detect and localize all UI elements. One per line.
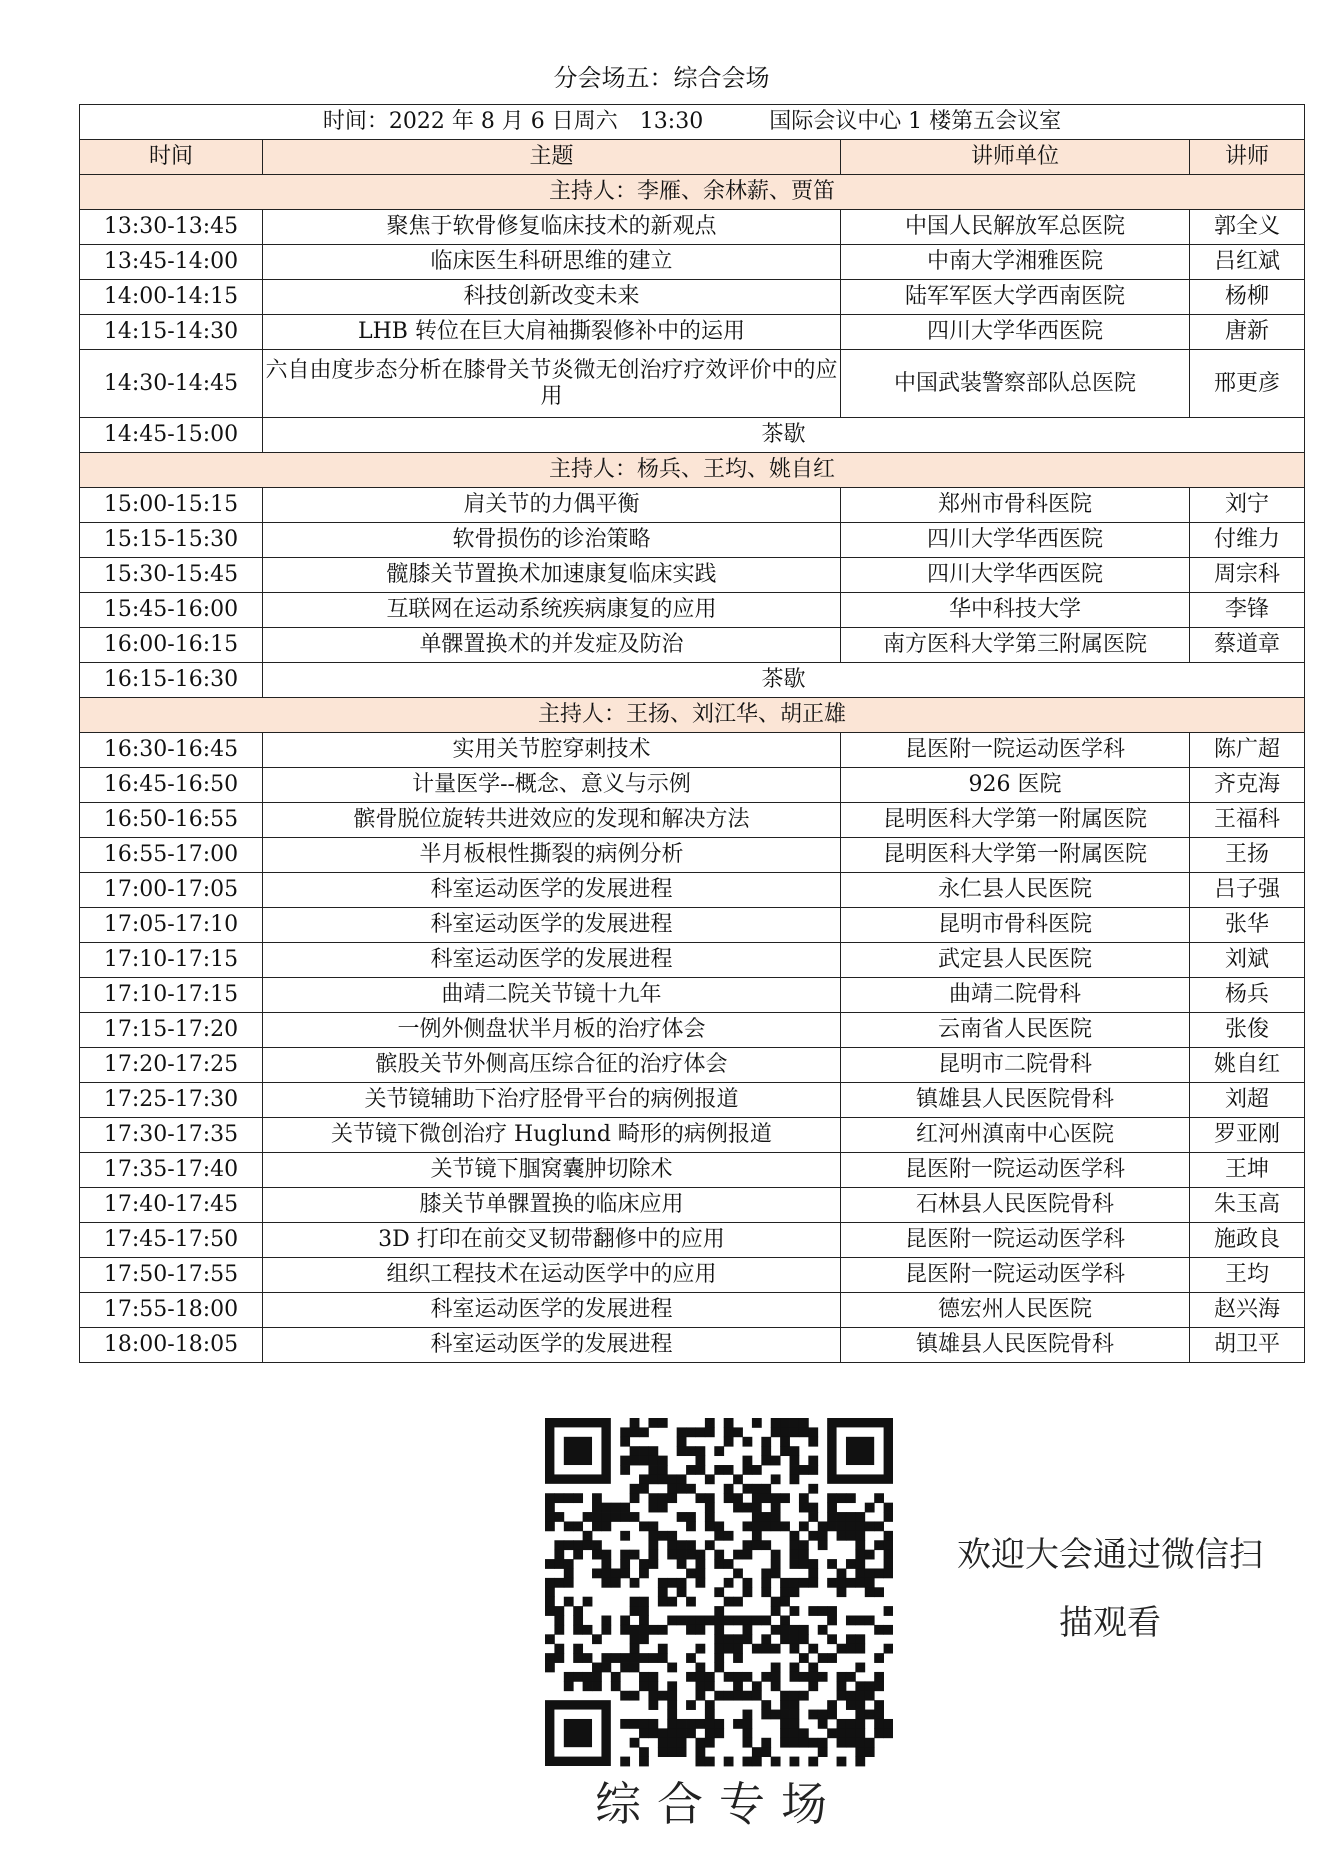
talk-unit: 昆医附一院运动医学科 [841, 1223, 1190, 1258]
talk-row [80, 523, 1305, 558]
talk-row [80, 838, 1305, 873]
talk-speaker: 付维力 [1190, 523, 1305, 558]
talk-time: 16:45-16:50 [80, 768, 263, 803]
talk-time: 16:55-17:00 [80, 838, 263, 873]
qr-code-icon [545, 1418, 893, 1831]
talk-row [80, 768, 1305, 803]
talk-topic: 肩关节的力偶平衡 [263, 488, 841, 523]
talk-row [80, 1083, 1305, 1118]
talk-topic: 关节镜下微创治疗 Huglund 畸形的病例报道 [263, 1118, 841, 1153]
session-info: 时间：2022 年 8 月 6 日周六 13:30 国际会议中心 1 楼第五会议室 [80, 105, 1305, 140]
talk-topic: 科室运动医学的发展进程 [263, 943, 841, 978]
talk-topic: 关节镜辅助下治疗胫骨平台的病例报道 [263, 1083, 841, 1118]
talk-topic: 单髁置换术的并发症及防治 [263, 628, 841, 663]
welcome-line-2: 描观看 [1059, 1603, 1161, 1643]
talk-topic: 实用关节腔穿刺技术 [263, 733, 841, 768]
talk-speaker: 李锋 [1190, 593, 1305, 628]
talk-topic: 髌股关节外侧高压综合征的治疗体会 [263, 1048, 841, 1083]
talk-topic: 髌骨脱位旋转共进效应的发现和解决方法 [263, 803, 841, 838]
talk-speaker: 王坤 [1190, 1153, 1305, 1188]
break-time: 16:15-16:30 [80, 663, 263, 698]
talk-row [80, 908, 1305, 943]
talk-time: 17:45-17:50 [80, 1223, 263, 1258]
talk-speaker: 朱玉高 [1190, 1188, 1305, 1223]
talk-topic: 一例外侧盘状半月板的治疗体会 [263, 1013, 841, 1048]
talk-topic: 髋膝关节置换术加速康复临床实践 [263, 558, 841, 593]
talk-time: 14:15-14:30 [80, 315, 263, 350]
talk-row [80, 210, 1305, 245]
talk-time: 17:50-17:55 [80, 1258, 263, 1293]
talk-speaker: 王福科 [1190, 803, 1305, 838]
talk-speaker: 邢更彦 [1190, 350, 1305, 418]
host-names: 主持人：李雁、余林薪、贾笛 [80, 175, 1305, 210]
col-time-header: 时间 [80, 140, 263, 175]
talk-unit: 中南大学湘雅医院 [841, 245, 1190, 280]
talk-row [80, 978, 1305, 1013]
host-row [80, 175, 1305, 210]
host-row [80, 453, 1305, 488]
talk-row [80, 1013, 1305, 1048]
talk-row [80, 280, 1305, 315]
talk-unit: 昆医附一院运动医学科 [841, 1153, 1190, 1188]
talk-topic: 半月板根性撕裂的病例分析 [263, 838, 841, 873]
talk-speaker: 王扬 [1190, 838, 1305, 873]
host-row [80, 698, 1305, 733]
talk-unit: 南方医科大学第三附属医院 [841, 628, 1190, 663]
schedule-table [79, 104, 1305, 1363]
talk-time: 13:45-14:00 [80, 245, 263, 280]
talk-speaker: 蔡道章 [1190, 628, 1305, 663]
talk-speaker: 张俊 [1190, 1013, 1305, 1048]
talk-unit: 昆明市骨科医院 [841, 908, 1190, 943]
talk-time: 17:05-17:10 [80, 908, 263, 943]
talk-time: 17:25-17:30 [80, 1083, 263, 1118]
talk-row [80, 1328, 1305, 1363]
col-speaker-header: 讲师 [1190, 140, 1305, 175]
column-header-row [80, 140, 1305, 175]
talk-unit: 镇雄县人民医院骨科 [841, 1083, 1190, 1118]
talk-unit: 云南省人民医院 [841, 1013, 1190, 1048]
talk-time: 15:00-15:15 [80, 488, 263, 523]
talk-unit: 红河州滇南中心医院 [841, 1118, 1190, 1153]
talk-row [80, 1153, 1305, 1188]
talk-unit: 昆明医科大学第一附属医院 [841, 803, 1190, 838]
talk-row [80, 733, 1305, 768]
break-label: 茶歇 [263, 663, 1305, 698]
talk-time: 17:15-17:20 [80, 1013, 263, 1048]
talk-topic: 计量医学--概念、意义与示例 [263, 768, 841, 803]
talk-speaker: 刘宁 [1190, 488, 1305, 523]
host-names: 主持人：王扬、刘江华、胡正雄 [80, 698, 1305, 733]
talk-row [80, 1223, 1305, 1258]
talk-time: 14:00-14:15 [80, 280, 263, 315]
talk-time: 16:30-16:45 [80, 733, 263, 768]
qr-caption: 综合专场 [595, 1777, 843, 1831]
talk-unit: 镇雄县人民医院骨科 [841, 1328, 1190, 1363]
talk-unit: 中国人民解放军总医院 [841, 210, 1190, 245]
talk-topic: 互联网在运动系统疾病康复的应用 [263, 593, 841, 628]
talk-unit: 四川大学华西医院 [841, 523, 1190, 558]
talk-row [80, 1118, 1305, 1153]
break-time: 14:45-15:00 [80, 418, 263, 453]
talk-speaker: 胡卫平 [1190, 1328, 1305, 1363]
talk-row [80, 1188, 1305, 1223]
talk-speaker: 罗亚刚 [1190, 1118, 1305, 1153]
break-label: 茶歇 [263, 418, 1305, 453]
host-names: 主持人：杨兵、王均、姚自红 [80, 453, 1305, 488]
talk-unit: 永仁县人民医院 [841, 873, 1190, 908]
talk-unit: 华中科技大学 [841, 593, 1190, 628]
talk-time: 17:55-18:00 [80, 1293, 263, 1328]
talk-speaker: 杨兵 [1190, 978, 1305, 1013]
talk-speaker: 陈广超 [1190, 733, 1305, 768]
talk-row [80, 245, 1305, 280]
talk-unit: 昆医附一院运动医学科 [841, 1258, 1190, 1293]
talk-unit: 昆明市二院骨科 [841, 1048, 1190, 1083]
talk-unit: 昆明医科大学第一附属医院 [841, 838, 1190, 873]
talk-time: 15:15-15:30 [80, 523, 263, 558]
col-topic-header: 主题 [263, 140, 841, 175]
talk-unit: 石林县人民医院骨科 [841, 1188, 1190, 1223]
talk-topic: 软骨损伤的诊治策略 [263, 523, 841, 558]
talk-time: 15:30-15:45 [80, 558, 263, 593]
talk-unit: 郑州市骨科医院 [841, 488, 1190, 523]
break-row [80, 663, 1305, 698]
talk-time: 17:10-17:15 [80, 943, 263, 978]
info-row [80, 105, 1305, 140]
talk-speaker: 姚自红 [1190, 1048, 1305, 1083]
talk-speaker: 周宗科 [1190, 558, 1305, 593]
talk-time: 17:40-17:45 [80, 1188, 263, 1223]
talk-topic: 科室运动医学的发展进程 [263, 1293, 841, 1328]
talk-speaker: 齐克海 [1190, 768, 1305, 803]
talk-speaker: 赵兴海 [1190, 1293, 1305, 1328]
talk-unit: 中国武装警察部队总医院 [841, 350, 1190, 418]
talk-speaker: 唐新 [1190, 315, 1305, 350]
talk-topic: 曲靖二院关节镜十九年 [263, 978, 841, 1013]
talk-row [80, 558, 1305, 593]
talk-unit: 陆军军医大学西南医院 [841, 280, 1190, 315]
talk-topic: 组织工程技术在运动医学中的应用 [263, 1258, 841, 1293]
talk-speaker: 吕子强 [1190, 873, 1305, 908]
talk-row [80, 350, 1305, 418]
col-unit-header: 讲师单位 [841, 140, 1190, 175]
talk-unit: 四川大学华西医院 [841, 315, 1190, 350]
talk-time: 17:30-17:35 [80, 1118, 263, 1153]
talk-speaker: 王均 [1190, 1258, 1305, 1293]
talk-topic: 聚焦于软骨修复临床技术的新观点 [263, 210, 841, 245]
talk-unit: 曲靖二院骨科 [841, 978, 1190, 1013]
talk-row [80, 593, 1305, 628]
talk-time: 15:45-16:00 [80, 593, 263, 628]
talk-time: 17:10-17:15 [80, 978, 263, 1013]
talk-speaker: 杨柳 [1190, 280, 1305, 315]
break-row [80, 418, 1305, 453]
talk-unit: 昆医附一院运动医学科 [841, 733, 1190, 768]
talk-row [80, 315, 1305, 350]
talk-time: 13:30-13:45 [80, 210, 263, 245]
talk-time: 17:00-17:05 [80, 873, 263, 908]
talk-speaker: 刘斌 [1190, 943, 1305, 978]
talk-time: 14:30-14:45 [80, 350, 263, 418]
talk-speaker: 郭全义 [1190, 210, 1305, 245]
talk-row [80, 803, 1305, 838]
talk-time: 16:50-16:55 [80, 803, 263, 838]
talk-row [80, 628, 1305, 663]
talk-topic: 关节镜下腘窝囊肿切除术 [263, 1153, 841, 1188]
talk-unit: 四川大学华西医院 [841, 558, 1190, 593]
talk-unit: 926 医院 [841, 768, 1190, 803]
talk-row [80, 873, 1305, 908]
talk-row [80, 1048, 1305, 1083]
talk-topic: 科室运动医学的发展进程 [263, 1328, 841, 1363]
talk-topic: 临床医生科研思维的建立 [263, 245, 841, 280]
talk-speaker: 施政良 [1190, 1223, 1305, 1258]
talk-speaker: 张华 [1190, 908, 1305, 943]
talk-time: 17:35-17:40 [80, 1153, 263, 1188]
qr-code-graphic [545, 1418, 893, 1831]
talk-topic: 科技创新改变未来 [263, 280, 841, 315]
talk-topic: 膝关节单髁置换的临床应用 [263, 1188, 841, 1223]
talk-topic: 3D 打印在前交叉韧带翻修中的应用 [263, 1223, 841, 1258]
talk-row [80, 488, 1305, 523]
talk-time: 18:00-18:05 [80, 1328, 263, 1363]
page-title: 分会场五：综合会场 [553, 64, 770, 92]
welcome-line-1: 欢迎大会通过微信扫 [957, 1535, 1263, 1575]
talk-row [80, 943, 1305, 978]
talk-topic: 科室运动医学的发展进程 [263, 873, 841, 908]
talk-topic: LHB 转位在巨大肩袖撕裂修补中的运用 [263, 315, 841, 350]
talk-unit: 德宏州人民医院 [841, 1293, 1190, 1328]
talk-topic: 六自由度步态分析在膝骨关节炎微无创治疗疗效评价中的应用 [263, 350, 841, 418]
talk-row [80, 1258, 1305, 1293]
talk-speaker: 刘超 [1190, 1083, 1305, 1118]
talk-time: 17:20-17:25 [80, 1048, 263, 1083]
talk-time: 16:00-16:15 [80, 628, 263, 663]
talk-row [80, 1293, 1305, 1328]
talk-topic: 科室运动医学的发展进程 [263, 908, 841, 943]
talk-speaker: 吕红斌 [1190, 245, 1305, 280]
talk-unit: 武定县人民医院 [841, 943, 1190, 978]
